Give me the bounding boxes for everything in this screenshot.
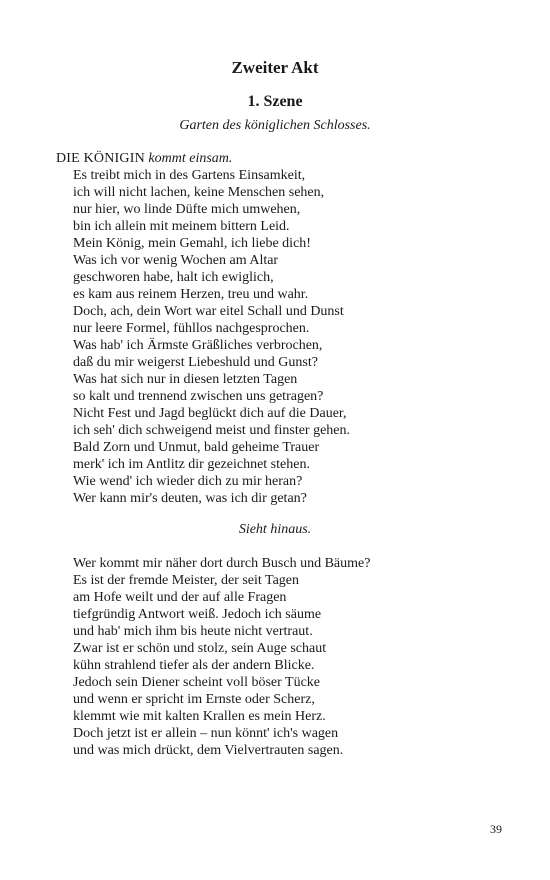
verse-line: nur hier, wo linde Düfte mich umwehen, [73, 202, 301, 217]
verse-line: Doch, ach, dein Wort war eitel Schall und Dunst [73, 304, 344, 319]
verse-line: Es treibt mich in des Gartens Einsamkeit, [73, 168, 306, 183]
verse-line: Was ich vor wenig Wochen am Altar [73, 253, 279, 268]
verse-line: Wie wend' ich wieder dich zu mir heran? [73, 474, 303, 489]
verse-line: tiefgründig Antwort weiß. Jedoch ich säume [73, 607, 322, 622]
verse-line: klemmt wie mit kalten Krallen es mein Herz. [73, 709, 326, 724]
verse-line: es kam aus reinem Herzen, treu und wahr. [73, 287, 309, 302]
verse-block-first [73, 167, 350, 507]
verse-line: Was hat sich nur in diesen letzten Tagen [73, 372, 298, 387]
verse-line: Was hab' ich Ärmste Gräßliches verbrochen, [73, 338, 323, 353]
verse-line: und hab' mich ihm bis heute nicht vertraut. [73, 624, 313, 639]
verse-line: Nicht Fest und Jagd beglückt dich auf die Dauer, [73, 406, 347, 421]
verse-line: Es ist der fremde Meister, der seit Tagen [73, 573, 300, 588]
verse-line: und was mich drückt, dem Vielvertrauten sagen. [73, 743, 344, 758]
verse-line: ich will nicht lachen, keine Menschen sehen, [73, 185, 325, 200]
verse-line: Doch jetzt ist er allein – nun könnt' ich's wagen [73, 726, 339, 741]
speaker-stage-direction: kommt einsam. [148, 151, 233, 166]
page-number: 39 [490, 822, 502, 836]
act-title: Zweiter Akt [231, 58, 319, 77]
verse-line: Bald Zorn und Unmut, bald geheime Trauer [73, 440, 320, 455]
verse-line: Jedoch sein Diener scheint voll böser Tücke [73, 675, 321, 690]
speaker-line [56, 150, 232, 167]
verse-line: Zwar ist er schön und stolz, sein Auge schaut [73, 641, 327, 656]
stage-direction: Sieht hinaus. [238, 522, 312, 537]
verse-line: Mein König, mein Gemahl, ich liebe dich! [73, 236, 311, 251]
scene-setting: Garten des königlichen Schlosses. [179, 118, 371, 133]
verse-line: Wer kommt mir näher dort durch Busch und Bäume? [73, 556, 371, 571]
verse-line: bin ich allein mit meinem bittern Leid. [73, 219, 290, 234]
verse-line: merk' ich im Antlitz dir gezeichnet stehen. [73, 457, 310, 472]
verse-line: und wenn er spricht im Ernste oder Scherz, [73, 692, 315, 707]
verse-line: daß du mir weigerst Liebeshuld und Gunst? [73, 355, 318, 370]
verse-line: Wer kann mir's deuten, was ich dir getan? [73, 491, 307, 506]
verse-line: ich seh' dich schweigend meist und finster gehen. [73, 423, 351, 438]
verse-line: so kalt und trennend zwischen uns getragen? [73, 389, 324, 404]
speaker-name: DIE KÖNIGIN [56, 151, 145, 166]
verse-line: kühn strahlend tiefer als der andern Blicke. [73, 658, 315, 673]
verse-line: am Hofe weilt und der auf alle Fragen [73, 590, 287, 605]
verse-block-second [73, 555, 370, 759]
verse-line: geschworen habe, halt ich ewiglich, [73, 270, 274, 285]
scene-title: 1. Szene [247, 93, 303, 110]
verse-line: nur leere Formel, fühllos nachgesprochen. [73, 321, 310, 336]
